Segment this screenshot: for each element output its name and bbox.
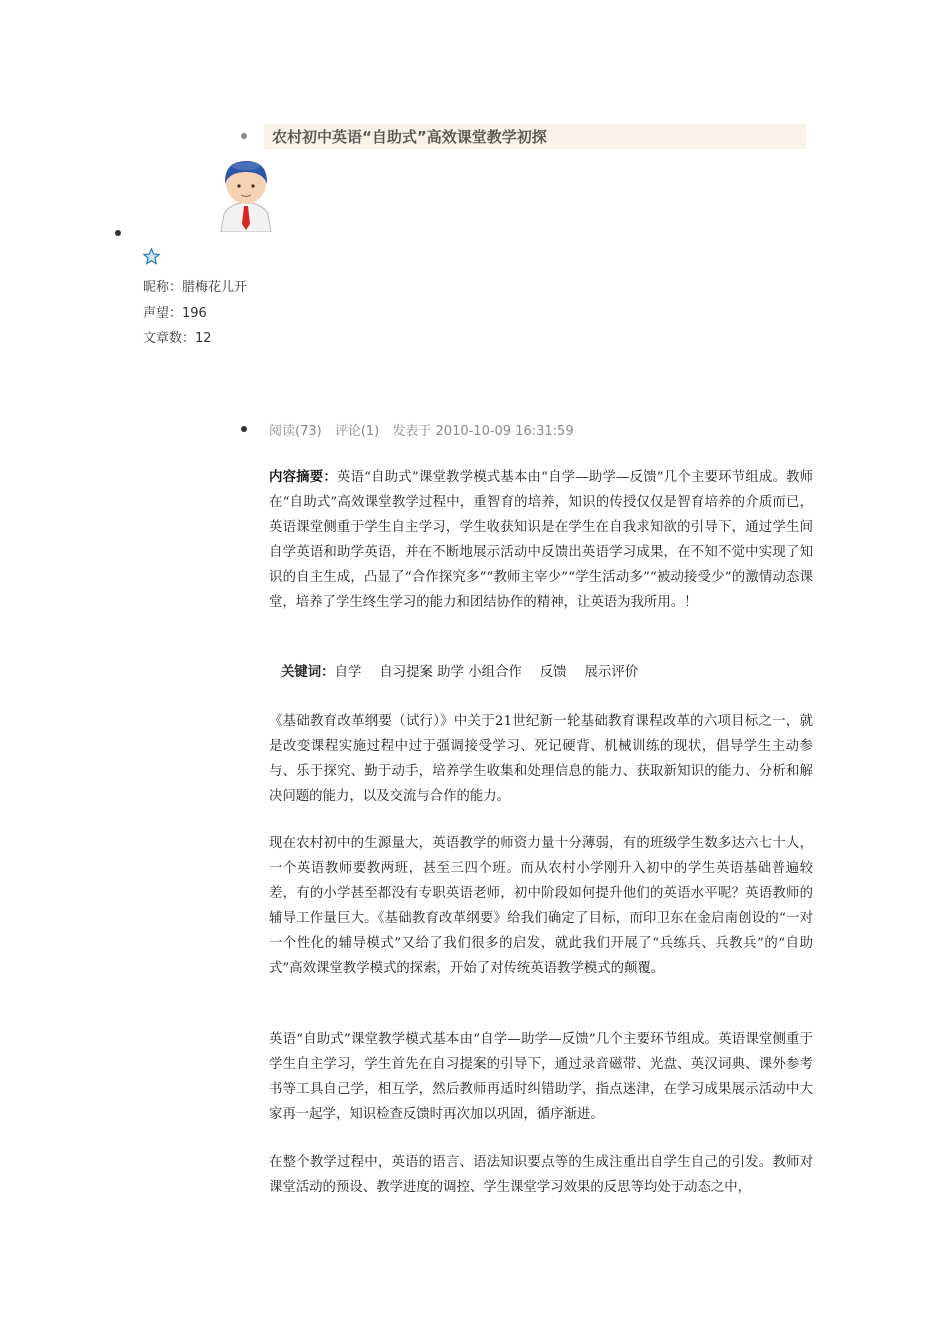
reputation-label: 声望：	[143, 306, 183, 321]
keyword-item: 展示评价	[584, 665, 639, 680]
body-paragraph: 现在农村初中的生源量大，英语教学的师资力量十分薄弱，有的班级学生数多达六七十人，一个英语教师要教两班，甚至三四个班。而从农村小学刚升入初中的学生英语基础普遍较差，有的小学甚至都没有专职英语老师，初中阶段如何提升他们的英语水平呢？英语教师的辅导工作量巨大。《基础教育改革纲要》给我们确定了目标，而印卫东在金启南创设的“一对一个性化的辅导模式”又给了我们很多的启发，就此我们开展了“兵练兵、兵教兵”的“自助式”高效课堂教学模式的探索，开始了对传统英语教学模式的颠覆。	[269, 836, 813, 976]
abstract-paragraph	[269, 465, 813, 615]
nickname-value[interactable]: 腊梅花儿开	[182, 280, 248, 295]
articles-row	[143, 327, 212, 346]
abstract-label: 内容摘要：	[269, 469, 337, 485]
keywords-label: 关键词：	[281, 664, 335, 680]
read-count: 阅读(73)	[269, 424, 322, 439]
profile-bullet	[115, 230, 121, 236]
post-title-bar	[264, 124, 806, 149]
star-icon	[143, 248, 160, 265]
reputation-value: 196	[182, 306, 207, 321]
post-meta	[269, 420, 583, 439]
reputation-row	[143, 302, 207, 321]
keyword-item: 反馈	[539, 665, 567, 680]
keyword-item: 自学	[334, 665, 362, 680]
keyword-item: 自习提案 助学 小组合作	[379, 665, 522, 680]
nickname-label: 昵称：	[143, 280, 183, 295]
keywords-row	[281, 660, 638, 685]
articles-value: 12	[195, 331, 212, 346]
articles-label: 文章数：	[143, 331, 196, 346]
post-title[interactable]: 农村初中英语“自助式”高效课堂教学初探	[272, 128, 547, 146]
user-avatar-icon[interactable]	[219, 158, 273, 232]
comment-count-link[interactable]: 评论(1)	[334, 424, 380, 439]
body-paragraph: 在整个教学过程中，英语的语言、语法知识要点等的生成注重出自学生自己的引发。教师对课堂活动的预设、教学进度的调控、学生课堂学习效果的反思等均处于动态之中，	[269, 1155, 813, 1195]
abstract-text: 英语“自助式”课堂教学模式基本由“自学—助学—反馈”几个主要环节组成。教师在“自助式”高效课堂教学过程中，重智育的培养，知识的传授仅仅是智育培养的介质而已，英语课堂侧重于学生自主学习，学生收获知识是在学生在自我求知欲的引导下，通过学生间自学英语和助学英语，并在不断地展示活动中反馈出英语学习成果，在不知不觉中实现了知识的自主生成，凸显了“合作探究多”“教师主宰少”“学生活动多”“被动接受少”的激情动态课堂，培养了学生终生学习的能力和团结协作的精神，让英语为我所用。！	[269, 470, 813, 610]
meta-bullet	[241, 426, 247, 432]
body-paragraph: 《基础教育改革纲要（试行）》中关于21世纪新一轮基础教育课程改革的六项目标之一，就是改变课程实施过程中过于强调接受学习、死记硬背、机械训练的现状，倡导学生主动参与、乐于探究、勤于动手，培养学生收集和处理信息的能力、获取新知识的能力、分析和解决问题的能力，以及交流与合作的能力。	[269, 714, 813, 804]
title-bullet	[241, 133, 247, 139]
publish-time: 发表于 2010-10-09 16:31:59	[392, 424, 574, 439]
body-paragraph: 英语“自助式”课堂教学模式基本由“自学—助学—反馈”几个主要环节组成。英语课堂侧重于学生自主学习，学生首先在自习提案的引导下，通过录音磁带、光盘、英汉词典、课外参考书等工具自己学，相互学，然后教师再适时纠错助学，指点迷津，在学习成果展示活动中大家再一起学，知识检查反馈时再次加以巩固，循序渐进。	[269, 1032, 813, 1122]
nickname-row	[143, 276, 247, 295]
